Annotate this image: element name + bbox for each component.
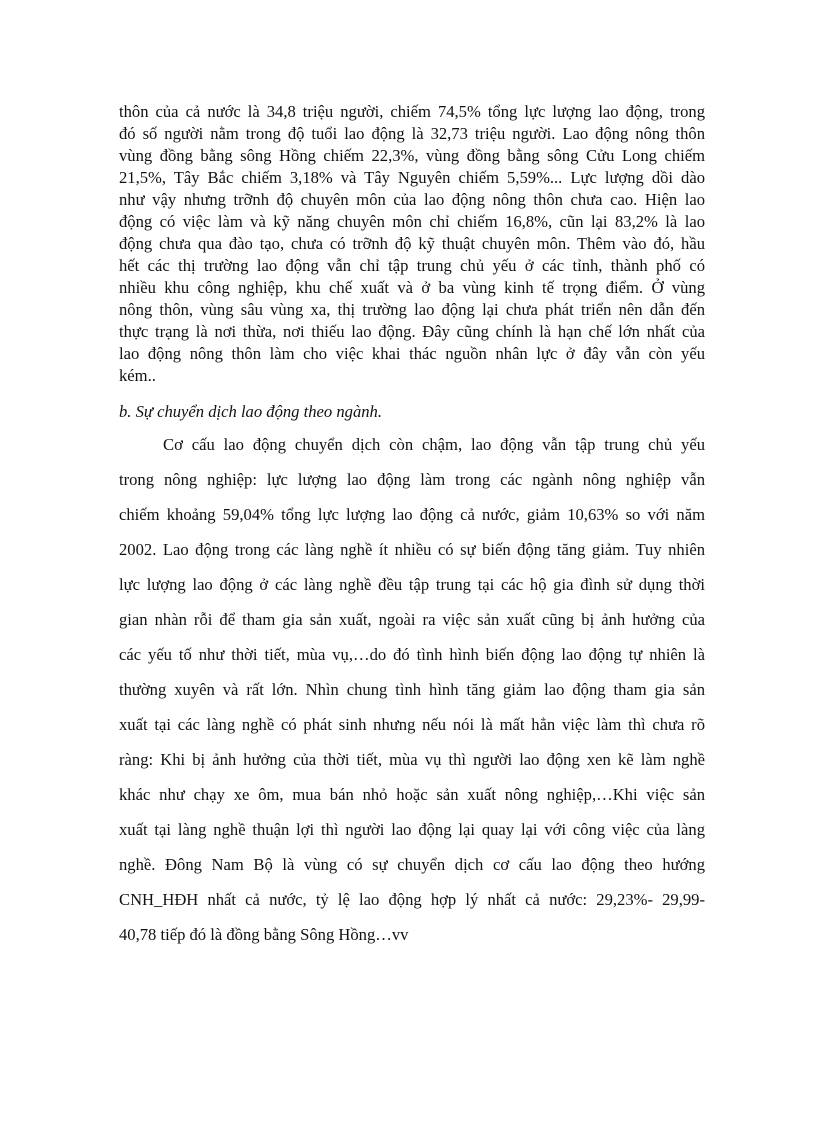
paragraph-line: 2002. Lao động trong các làng nghề ít nhiều có sự biến động tăng giảm. Tuy nhiên bbox=[119, 540, 705, 559]
paragraph-line: trong nông nghiệp: lực lượng lao động làm trong các ngành nông nghiệp vẫn bbox=[119, 470, 705, 489]
paragraph-line: 21,5%, Tây Bắc chiếm 3,18% và Tây Nguyên chiếm 5,59%... Lực lượng dồi dào bbox=[119, 168, 705, 187]
paragraph-line: như vậy nhưng trỡnh độ chuyên môn của lao động nông thôn chưa cao. Hiện lao bbox=[119, 190, 705, 209]
paragraph-line: ràng: Khi bị ảnh hưởng của thời tiết, mùa vụ thì người lao động xen kẽ làm nghề bbox=[119, 750, 705, 769]
paragraph-line: động có việc làm và kỹ năng chuyên môn chỉ chiếm 16,8%, cũn lại 83,2% là lao bbox=[119, 212, 705, 231]
section-heading: b. Sự chuyển dịch lao động theo ngành. bbox=[119, 402, 382, 421]
paragraph-line: nghề. Đông Nam Bộ là vùng có sự chuyển dịch cơ cấu lao động theo hướng bbox=[119, 855, 705, 874]
paragraph-line: thôn của cả nước là 34,8 triệu người, chiếm 74,5% tổng lực lượng lao động, trong bbox=[119, 102, 705, 121]
paragraph-line: chiếm khoảng 59,04% tổng lực lượng lao động cả nước, giảm 10,63% so với năm bbox=[119, 505, 705, 524]
paragraph-line: kém.. bbox=[119, 366, 156, 385]
paragraph-line: thường xuyên và rất lớn. Nhìn chung tình hình tăng giảm lao động tham gia sản bbox=[119, 680, 705, 699]
paragraph-line: nhiều khu công nghiệp, khu chế xuất và ở ba vùng kinh tế trọng điểm. Ở vùng bbox=[119, 278, 705, 297]
paragraph-line: vùng đồng bằng sông Hồng chiếm 22,3%, vùng đồng bằng sông Cửu Long chiếm bbox=[119, 146, 705, 165]
paragraph-line: các yếu tố như thời tiết, mùa vụ,…do đó tình hình biến động lao động tự nhiên là bbox=[119, 645, 705, 664]
paragraph-line: gian nhàn rỗi để tham gia sản xuất, ngoài ra việc sản xuất cũng bị ảnh hưởng của bbox=[119, 610, 705, 629]
paragraph-line: Cơ cấu lao động chuyển dịch còn chậm, lao động vẫn tập trung chủ yếu bbox=[163, 435, 705, 454]
paragraph-line: lực lượng lao động ở các làng nghề đều tập trung tại các hộ gia đình sử dụng thời bbox=[119, 575, 705, 594]
paragraph-line: động chưa qua đào tạo, chưa có trỡnh độ kỹ thuật chuyên môn. Thêm vào đó, hầu bbox=[119, 234, 705, 253]
paragraph-line: CNH_HĐH nhất cả nước, tỷ lệ lao động hợp lý nhất cả nước: 29,23%- 29,99- bbox=[119, 890, 705, 909]
paragraph-line: nông thôn, vùng sâu vùng xa, thị trường lao động lại chưa phát triển nên dẫn đến bbox=[119, 300, 705, 319]
paragraph-line: hết các thị trường lao động vẫn chỉ tập trung chủ yếu ở các tỉnh, thành phố có bbox=[119, 256, 705, 275]
paragraph-line: xuất tại làng nghề thuận lợi thì người lao động lại quay lại với công việc của làng bbox=[119, 820, 705, 839]
paragraph-line: 40,78 tiếp đó là đồng bằng Sông Hồng…vv bbox=[119, 925, 409, 944]
paragraph-line: đó số người nằm trong độ tuổi lao động là 32,73 triệu người. Lao động nông thôn bbox=[119, 124, 705, 143]
paragraph-line: khác như chạy xe ôm, mua bán nhỏ hoặc sản xuất nông nghiệp,…Khi việc sản bbox=[119, 785, 705, 804]
paragraph-line: xuất tại các làng nghề có phát sinh nhưng nếu nói là mất hẳn việc làm thì chưa rõ bbox=[119, 715, 705, 734]
paragraph-line: thực trạng là nơi thừa, nơi thiếu lao động. Đây cũng chính là hạn chế lớn nhất của bbox=[119, 322, 705, 341]
paragraph-line: lao động nông thôn làm cho việc khai thác nguồn nhân lực ở đây vẫn còn yếu bbox=[119, 344, 705, 363]
